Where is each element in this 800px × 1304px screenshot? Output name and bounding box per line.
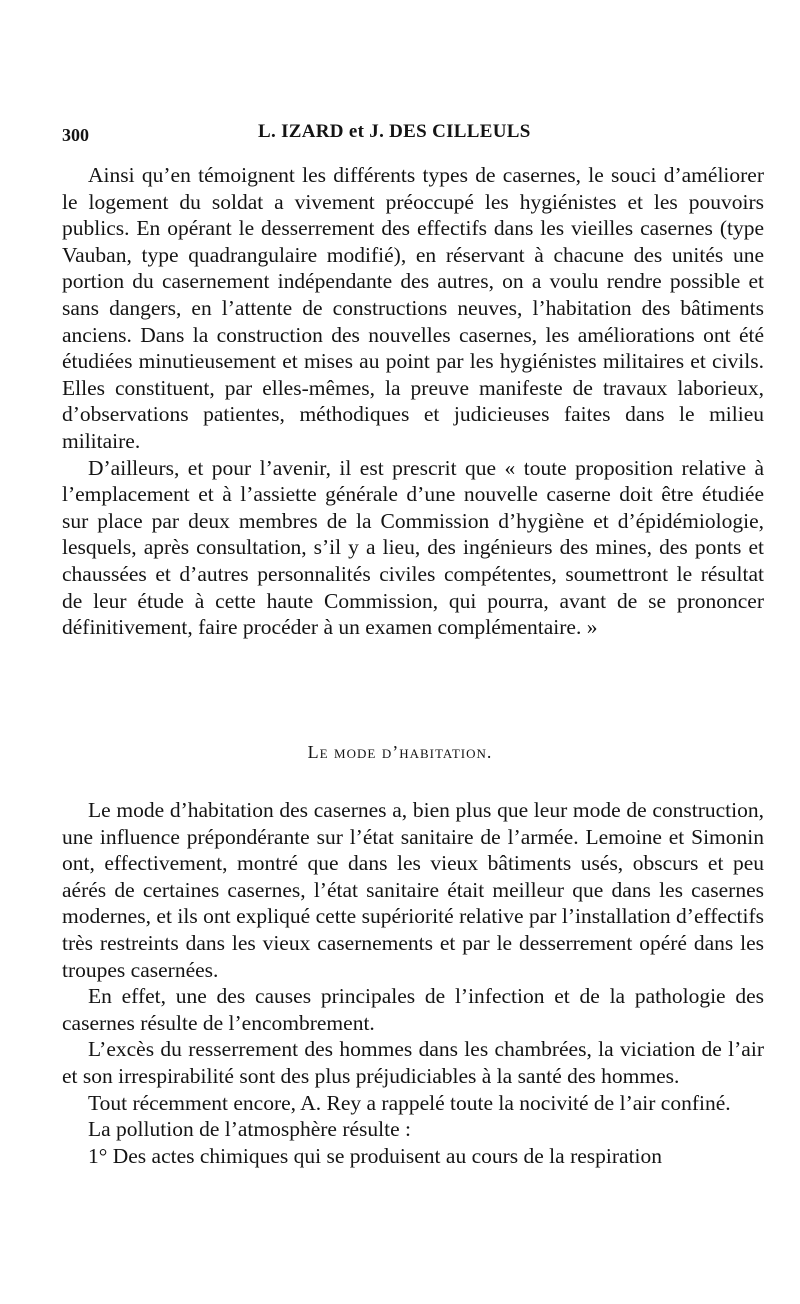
paragraph: D’ailleurs, et pour l’avenir, il est prescrit que « toute proposition relative à l’emplacement et à l’assiette générale d’une nouvelle caserne doit être étudiée sur place par deux membres de la Commission d’hygiène et d’épidémiologie, lesquels, après consultation, s’il y a lieu, des ingénieurs des mines, des ponts et chaussées et d’autres personnalités civiles compétentes, soumettront le résultat de leur étude à cette haute Commission, qui pourra, avant de se prononcer définitivement, faire procéder à un examen complémentaire. » <box>62 455 764 640</box>
paragraph: Tout récemment encore, A. Rey a rappelé toute la nocivité de l’air confiné. <box>88 1090 731 1115</box>
text-block-before-section <box>62 162 764 641</box>
paragraph: En effet, une des causes principales de l’infection et de la pathologie des casernes résulte de l’encombrement. <box>62 984 764 1035</box>
page-header <box>62 121 762 151</box>
running-head: L. IZARD et J. DES CILLEULS <box>258 121 531 142</box>
section-title: Le mode d’habitation. <box>307 742 493 762</box>
paragraph: Le mode d’habitation des casernes a, bien plus que leur mode de construction, une influence prépondérante sur l’état sanitaire de l’armée. Lemoine et Simonin ont, effectivement, montré que dans les vieux bâtiments usés, obscurs et peu aérés de certaines casernes, l’état sanitaire était meilleur que dans les casernes modernes, et ils ont expliqué cette supériorité relative par l’installation d’effectifs très restreints dans les vieux casernements et par le desserrement opéré dans les troupes casernées. <box>62 798 764 982</box>
paragraph: Ainsi qu’en témoignent les différents types de casernes, le souci d’améliorer le logement du soldat a vivement préoccupé les hygiénistes et les pouvoirs publics. En opérant le desserrement des effectifs dans les vieilles casernes (type Vauban, type quadrangulaire modifié), en réservant à chacune des unités une portion du casernement indépendante des autres, on a voulu rendre possible et sans dangers, en l’attente de constructions neuves, l’habitation des bâtiments anciens. Dans la construction des nouvelles casernes, les améliorations ont été étudiées minutieusement et mises au point par les hygiénistes militaires et civils. Elles constituent, par elles-mêmes, la preuve manifeste de travaux laborieux, d’observations patientes, méthodiques et judicieuses faites dans le milieu militaire. <box>62 163 764 453</box>
page-number: 300 <box>62 125 89 145</box>
paragraph: La pollution de l’atmosphère résulte : <box>88 1117 412 1142</box>
paragraph: 1° Des actes chimiques qui se produisent au cours de la respiration <box>88 1143 663 1168</box>
paragraph: L’excès du resserrement des hommes dans les chambrées, la viciation de l’air et son irrespirabilité sont des plus préjudiciables à la santé des hommes. <box>62 1037 764 1088</box>
text-block-after-section <box>62 797 764 1169</box>
